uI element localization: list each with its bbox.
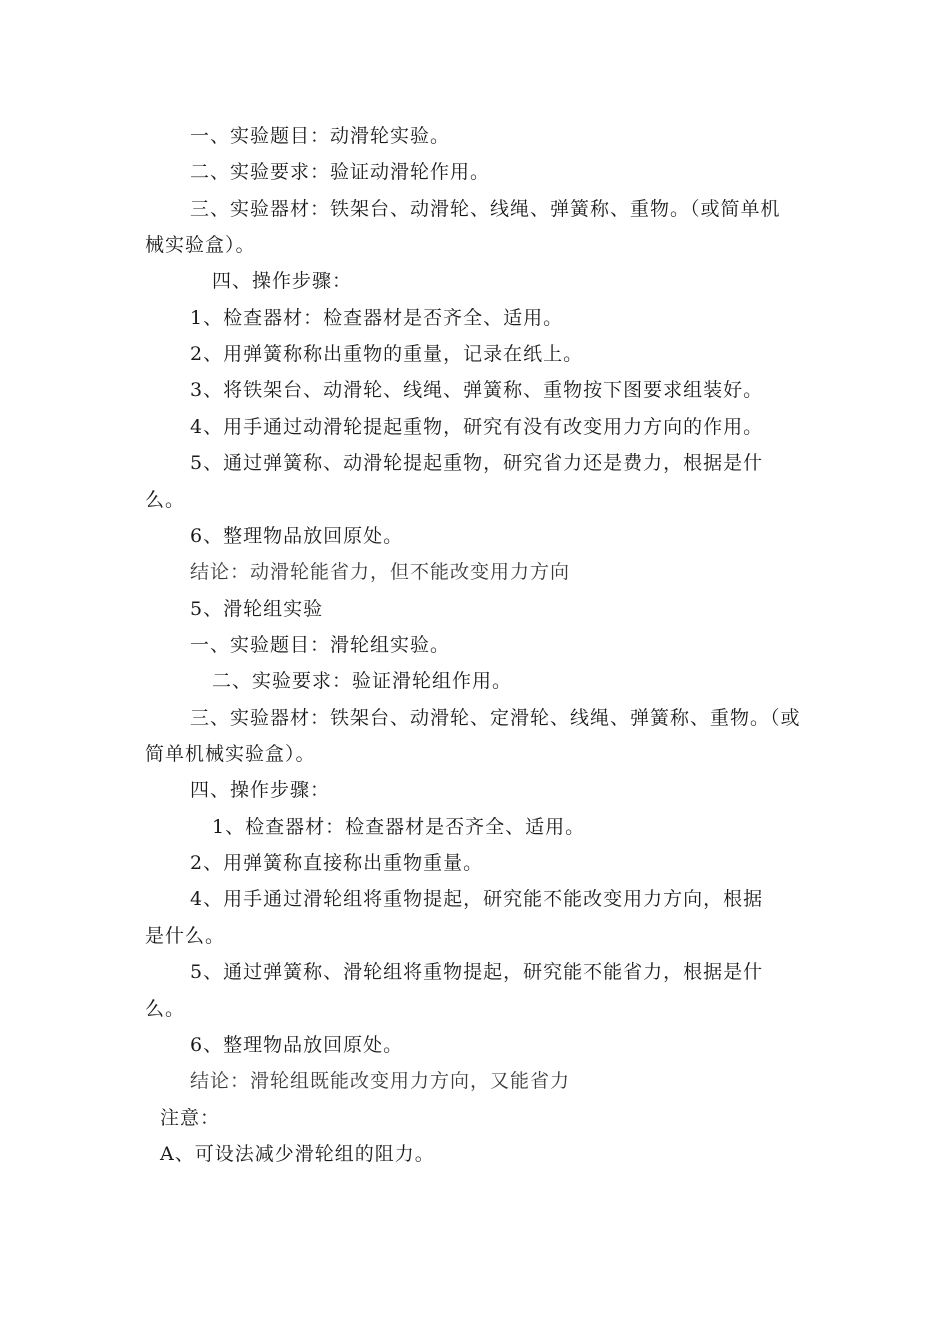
text-line: 一、实验题目：滑轮组实验。 [190,634,451,656]
section-heading: 5、滑轮组实验 [190,598,324,620]
conclusion-line: 结论：动滑轮能省力，但不能改变用力方向 [190,561,571,583]
text-line: 四、操作步骤： [190,779,331,801]
text-line: 4、用手通过动滑轮提起重物，研究有没有改变用力方向的作用。 [190,416,764,438]
text-line: 1、检查器材：检查器材是否齐全、适用。 [190,307,564,329]
text-line: 2、用弹簧称直接称出重物重量。 [190,852,484,874]
conclusion-line: 结论：滑轮组既能改变用力方向，又能省力 [190,1070,571,1092]
text-line: 1、检查器材：检查器材是否齐全、适用。 [212,816,586,838]
text-line: 三、实验器材：铁架台、动滑轮、线绳、弹簧称、重物。（或简单机 [190,198,781,220]
text-line: 三、实验器材：铁架台、动滑轮、定滑轮、线绳、弹簧称、重物。（或 [190,707,801,729]
text-line: 械实验盒）。 [145,234,256,256]
text-line: 5、通过弹簧称、动滑轮提起重物，研究省力还是费力，根据是什 [190,452,764,474]
note-heading: 注意： [160,1107,221,1129]
text-line: 么。 [145,998,186,1020]
text-line: 6、整理物品放回原处。 [190,1034,404,1056]
text-line: 一、实验题目：动滑轮实验。 [190,125,451,147]
text-line: 4、用手通过滑轮组将重物提起，研究能不能改变用力方向，根据 [190,888,764,910]
text-line: 3、将铁架台、动滑轮、线绳、弹簧称、重物按下图要求组装好。 [190,379,764,401]
text-line: 是什么。 [145,925,226,947]
text-line: 6、整理物品放回原处。 [190,525,404,547]
text-line: 二、实验要求：验证滑轮组作用。 [212,670,513,692]
text-line: 四、操作步骤： [212,270,353,292]
note-item: A、可设法减少滑轮组的阻力。 [160,1143,435,1165]
text-line: 5、通过弹簧称、滑轮组将重物提起，研究能不能省力，根据是什 [190,961,764,983]
text-line: 么。 [145,489,186,511]
text-line: 2、用弹簧称称出重物的重量，记录在纸上。 [190,343,584,365]
text-line: 简单机械实验盒）。 [145,743,316,765]
text-line: 二、实验要求：验证动滑轮作用。 [190,161,491,183]
